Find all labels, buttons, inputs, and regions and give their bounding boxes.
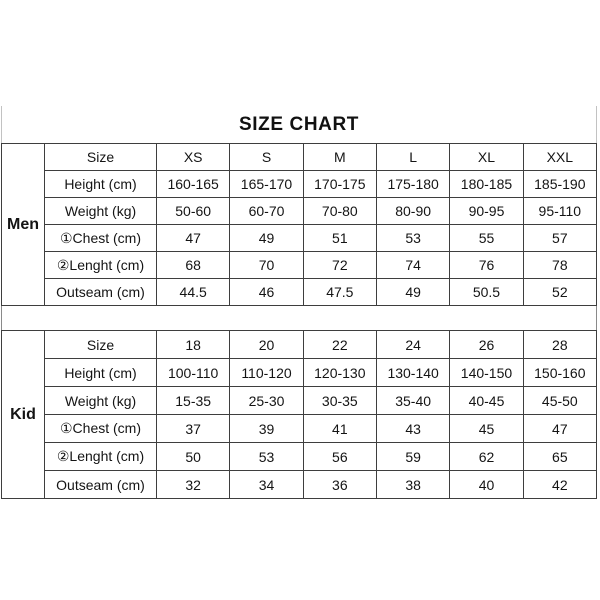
data-cell: 70-80 <box>303 198 376 225</box>
kid-size-table <box>1 330 597 499</box>
data-cell: 38 <box>376 471 449 499</box>
data-cell: 25-30 <box>230 387 303 415</box>
header-cell: 20 <box>230 331 303 359</box>
data-cell: 76 <box>450 252 523 279</box>
data-cell: 44.5 <box>157 279 230 306</box>
data-cell: 49 <box>230 225 303 252</box>
table-row <box>2 471 597 499</box>
header-cell: 28 <box>523 331 596 359</box>
data-cell: 60-70 <box>230 198 303 225</box>
data-cell: 15-35 <box>157 387 230 415</box>
header-cell: XS <box>157 144 230 171</box>
data-cell: 130-140 <box>376 359 449 387</box>
data-cell: 80-90 <box>376 198 449 225</box>
header-cell: M <box>303 144 376 171</box>
data-cell: 53 <box>376 225 449 252</box>
data-cell: 57 <box>523 225 596 252</box>
data-cell: 30-35 <box>303 387 376 415</box>
table-row <box>2 331 597 359</box>
row-label-cell: ②Lenght (cm) <box>45 443 157 471</box>
header-cell: XXL <box>523 144 596 171</box>
men-group-label: Men <box>2 144 45 306</box>
data-cell: 62 <box>450 443 523 471</box>
data-cell: 70 <box>230 252 303 279</box>
data-cell: 50 <box>157 443 230 471</box>
data-cell: 65 <box>523 443 596 471</box>
data-cell: 52 <box>523 279 596 306</box>
header-cell: S <box>230 144 303 171</box>
data-cell: 47 <box>523 415 596 443</box>
data-cell: 72 <box>303 252 376 279</box>
data-cell: 56 <box>303 443 376 471</box>
row-label-cell: Outseam (cm) <box>45 471 157 499</box>
row-label-cell: Height (cm) <box>45 171 157 198</box>
table-row <box>2 144 597 171</box>
data-cell: 59 <box>376 443 449 471</box>
data-cell: 50-60 <box>157 198 230 225</box>
table-gap <box>1 306 597 330</box>
table-row <box>2 387 597 415</box>
row-label-cell: ②Lenght (cm) <box>45 252 157 279</box>
data-cell: 95-110 <box>523 198 596 225</box>
data-cell: 74 <box>376 252 449 279</box>
data-cell: 110-120 <box>230 359 303 387</box>
table-row <box>2 171 597 198</box>
data-cell: 55 <box>450 225 523 252</box>
data-cell: 47 <box>157 225 230 252</box>
table-row <box>2 415 597 443</box>
header-cell: L <box>376 144 449 171</box>
data-cell: 36 <box>303 471 376 499</box>
data-cell: 32 <box>157 471 230 499</box>
kid-group-label: Kid <box>2 331 45 499</box>
data-cell: 51 <box>303 225 376 252</box>
data-cell: 37 <box>157 415 230 443</box>
data-cell: 43 <box>376 415 449 443</box>
data-cell: 165-170 <box>230 171 303 198</box>
data-cell: 100-110 <box>157 359 230 387</box>
header-cell: 26 <box>450 331 523 359</box>
header-cell: Size <box>45 331 157 359</box>
row-label-cell: Weight (kg) <box>45 198 157 225</box>
data-cell: 120-130 <box>303 359 376 387</box>
men-size-table <box>1 143 597 306</box>
header-cell: Size <box>45 144 157 171</box>
header-cell: XL <box>450 144 523 171</box>
data-cell: 34 <box>230 471 303 499</box>
data-cell: 49 <box>376 279 449 306</box>
table-row <box>2 359 597 387</box>
table-row <box>2 443 597 471</box>
page-title: SIZE CHART <box>1 106 597 143</box>
row-label-cell: ①Chest (cm) <box>45 415 157 443</box>
data-cell: 40-45 <box>450 387 523 415</box>
data-cell: 150-160 <box>523 359 596 387</box>
data-cell: 140-150 <box>450 359 523 387</box>
row-label-cell: ①Chest (cm) <box>45 225 157 252</box>
data-cell: 90-95 <box>450 198 523 225</box>
data-cell: 160-165 <box>157 171 230 198</box>
table-row <box>2 225 597 252</box>
data-cell: 50.5 <box>450 279 523 306</box>
data-cell: 78 <box>523 252 596 279</box>
data-cell: 39 <box>230 415 303 443</box>
data-cell: 45-50 <box>523 387 596 415</box>
row-label-cell: Outseam (cm) <box>45 279 157 306</box>
data-cell: 41 <box>303 415 376 443</box>
data-cell: 170-175 <box>303 171 376 198</box>
row-label-cell: Weight (kg) <box>45 387 157 415</box>
table-row <box>2 279 597 306</box>
data-cell: 180-185 <box>450 171 523 198</box>
data-cell: 46 <box>230 279 303 306</box>
data-cell: 42 <box>523 471 596 499</box>
header-cell: 22 <box>303 331 376 359</box>
data-cell: 68 <box>157 252 230 279</box>
row-label-cell: Height (cm) <box>45 359 157 387</box>
data-cell: 45 <box>450 415 523 443</box>
data-cell: 185-190 <box>523 171 596 198</box>
table-row <box>2 198 597 225</box>
table-row <box>2 252 597 279</box>
data-cell: 35-40 <box>376 387 449 415</box>
data-cell: 40 <box>450 471 523 499</box>
data-cell: 47.5 <box>303 279 376 306</box>
header-cell: 18 <box>157 331 230 359</box>
chart-frame <box>1 106 597 499</box>
header-cell: 24 <box>376 331 449 359</box>
data-cell: 175-180 <box>376 171 449 198</box>
data-cell: 53 <box>230 443 303 471</box>
